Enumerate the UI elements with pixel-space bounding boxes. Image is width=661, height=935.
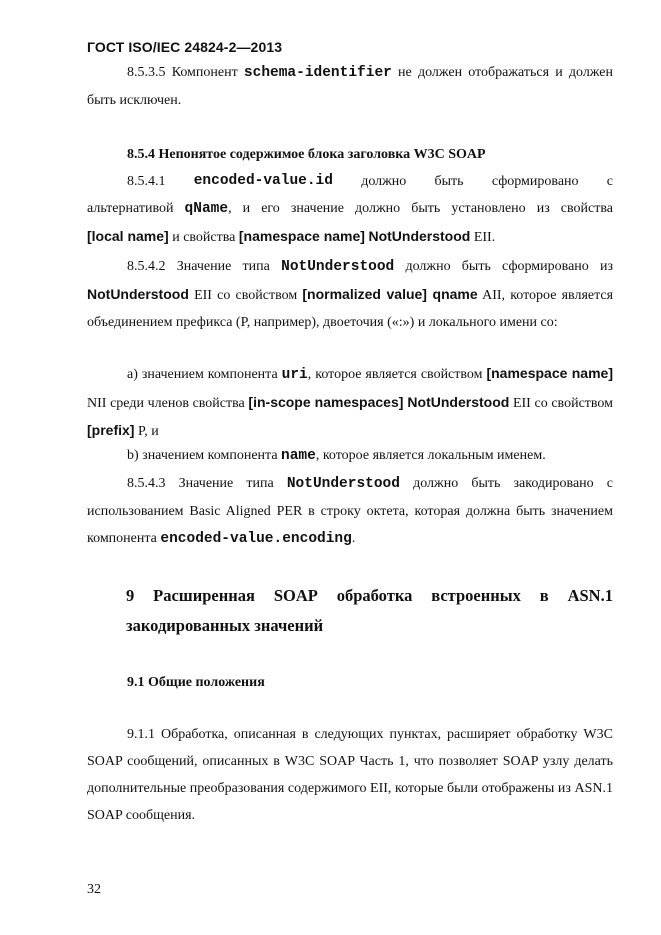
text: EII со свойством bbox=[512, 396, 614, 411]
text: AII, которое является объединением префикса (P, например), двоеточия («:») и локального имени со: bbox=[87, 288, 614, 330]
paragraph-line bbox=[87, 195, 613, 223]
paragraph-8-5-4-2 bbox=[87, 253, 613, 336]
paragraph-9-1-1: 9.1.1 Обработка, описанная в следующих пунктах, расширяет обработку W3C SOAP сообщений, описанных в W3C SOAP Часть 1, что позволяет SOAP узлу делать дополнительные преобразования содержимого EII, которые были отображены из ASN.1 SOAP сообщения. bbox=[87, 727, 613, 823]
paragraph-8-5-4-1 bbox=[87, 168, 613, 251]
word: встроенных bbox=[431, 586, 521, 605]
code-term: encoded-value.id bbox=[193, 173, 333, 189]
word: быть bbox=[434, 174, 464, 189]
clause-number: 8.5.4.3 Значение типа bbox=[127, 476, 274, 491]
text: NII среди членов свойства bbox=[87, 396, 245, 411]
word: с bbox=[606, 174, 613, 189]
paragraph-line bbox=[87, 168, 613, 195]
text: , которое является локальным именем. bbox=[315, 448, 546, 463]
clause-number: 8.5.3.5 Компонент bbox=[127, 65, 238, 80]
property-term: [namespace name] bbox=[486, 365, 613, 381]
word: сформировано bbox=[491, 174, 579, 189]
paragraph-8-5-3-5 bbox=[87, 59, 613, 114]
paragraph-text: не должен отображаться и должен быть исключен. bbox=[87, 65, 613, 108]
section-heading-9-1: 9.1 Общие положения bbox=[127, 675, 265, 690]
property-term: [namespace name] bbox=[238, 228, 365, 244]
word: Расширенная bbox=[153, 586, 255, 605]
code-term: qName bbox=[184, 201, 229, 217]
text: P, и bbox=[137, 424, 159, 439]
property-term: NotUnderstood bbox=[87, 286, 189, 302]
text: EII. bbox=[473, 230, 496, 245]
text: a) значением компонента bbox=[127, 367, 278, 382]
heading-line: закодированных значений bbox=[126, 616, 324, 635]
text: , и его значение должно быть установлено из свойства bbox=[228, 201, 613, 216]
word: ASN.1 bbox=[567, 586, 613, 605]
section-heading-8-5-4: 8.5.4 Непонятое содержимое блока заголовка W3C SOAP bbox=[127, 147, 486, 162]
paragraph-8-5-4-3 bbox=[87, 470, 613, 553]
property-term: [normalized value] qname bbox=[302, 286, 478, 302]
code-term: encoded-value.encoding bbox=[160, 531, 352, 547]
text: . bbox=[351, 531, 356, 546]
property-term: [local name] bbox=[87, 228, 169, 244]
running-header: ГОСТ ISO/IEC 24824-2—2013 bbox=[87, 39, 283, 55]
clause-number: 8.5.4.1 bbox=[127, 174, 166, 189]
word: SOAP bbox=[273, 586, 318, 605]
clause-number: 8.5.4.2 Значение типа bbox=[127, 259, 270, 274]
list-item-b bbox=[87, 442, 613, 470]
text: должно быть закодировано с использованием Basic Aligned PER в строку октета, которая должна быть значением компонента bbox=[87, 476, 614, 546]
property-term: NotUnderstood bbox=[368, 228, 471, 244]
list-item-a bbox=[87, 360, 613, 445]
section-number: 9 bbox=[126, 586, 135, 605]
text: , которое является свойством bbox=[307, 367, 483, 382]
code-term: name bbox=[281, 448, 316, 464]
text: и свойства bbox=[172, 230, 236, 245]
word: должно bbox=[361, 174, 407, 189]
property-term: [prefix] bbox=[87, 422, 135, 438]
property-term: [in-scope namespaces] NotUnderstood bbox=[248, 394, 510, 410]
word: обработка bbox=[336, 586, 413, 605]
text: альтернативой bbox=[87, 201, 174, 216]
code-term: schema-identifier bbox=[243, 65, 392, 81]
heading-line bbox=[126, 581, 613, 611]
text: EII со свойством bbox=[194, 288, 298, 303]
paragraph-line bbox=[87, 223, 613, 251]
code-term: NotUnderstood bbox=[286, 476, 400, 492]
code-term: NotUnderstood bbox=[281, 259, 395, 275]
text: b) значением компонента bbox=[127, 448, 278, 463]
page-number: 32 bbox=[87, 882, 101, 897]
word: в bbox=[539, 586, 549, 605]
section-heading-9 bbox=[126, 581, 613, 641]
code-term: uri bbox=[281, 367, 308, 383]
text: должно быть сформировано из bbox=[405, 259, 614, 274]
